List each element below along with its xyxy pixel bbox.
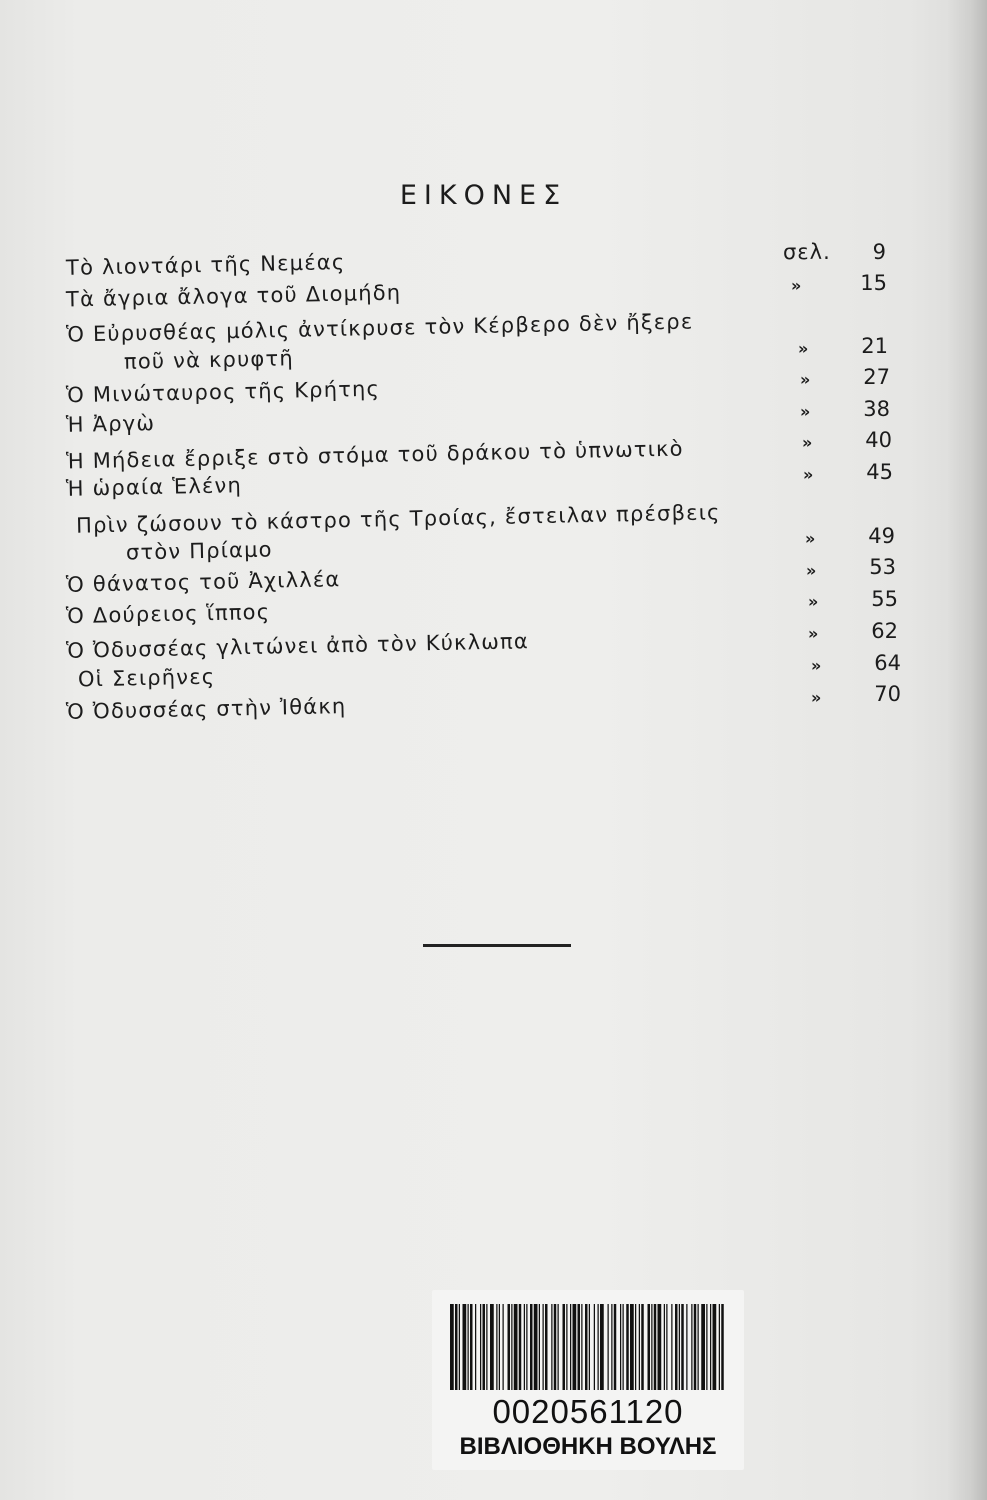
ditto-mark: »: [802, 433, 813, 452]
ditto-mark: »: [805, 529, 816, 548]
barcode-bar: [573, 1304, 577, 1390]
page-number: 62: [871, 619, 898, 643]
list-item-text: Ὁ θάνατος τοῦ Ἀχιλλέα: [65, 567, 341, 597]
barcode-bar: [651, 1304, 652, 1390]
list-item-text-continued: ποῦ νὰ κρυφτῆ: [123, 346, 295, 374]
barcode-bar: [608, 1304, 609, 1390]
list-item-text: Ὁ Εὐρυσθέας μόλις ἀντίκρυσε τὸν Κέρβερο δὲν ἤξερε: [65, 309, 694, 347]
barcode-bar: [526, 1304, 527, 1390]
list-item-text: Ὁ Ὀδυσσέας στὴν Ἰθάκη: [65, 694, 347, 724]
barcode-bar: [698, 1304, 699, 1390]
page-number: 21: [861, 334, 888, 358]
barcode-bar: [519, 1304, 522, 1390]
barcode-bar: [480, 1304, 481, 1390]
barcode-bar: [581, 1304, 582, 1390]
barcode-bar: [635, 1304, 636, 1390]
barcode-bar: [514, 1304, 518, 1390]
list-item-text: Ἡ Μήδεια ἔρριξε στὸ στόμα τοῦ δράκου τὸ ὑπνωτικὸ: [65, 436, 684, 474]
ditto-mark: »: [808, 592, 819, 611]
ditto-mark: »: [811, 688, 822, 707]
barcode-bar: [455, 1304, 458, 1390]
barcode-bar: [463, 1304, 467, 1390]
list-item-text: Τὰ ἄγρια ἄλογα τοῦ Διομήδη: [65, 280, 402, 312]
page-title: ΕΙΚΟΝΕΣ: [399, 180, 568, 211]
ditto-mark: »: [808, 624, 819, 643]
barcode-bar: [694, 1304, 697, 1390]
barcode-bar: [641, 1304, 644, 1390]
barcode-bar: [675, 1304, 678, 1390]
barcode-bar: [483, 1304, 486, 1390]
library-barcode-label: [432, 1290, 744, 1470]
barcode-bar: [713, 1304, 717, 1390]
barcode-bar: [566, 1304, 567, 1390]
barcode-bar: [620, 1304, 621, 1390]
barcode-bar: [598, 1304, 599, 1390]
barcode-bar: [721, 1304, 724, 1390]
page-number: 45: [866, 460, 893, 484]
barcode-bar: [543, 1304, 544, 1390]
page-number: 9: [872, 240, 886, 264]
list-item-text: Πρὶν ζώσουν τὸ κάστρο τῆς Τροίας, ἔστειλαν πρέσβεις: [75, 500, 721, 538]
ditto-mark: »: [800, 402, 811, 421]
barcode-bar: [558, 1304, 559, 1390]
barcode-bar: [578, 1304, 581, 1390]
list-item-text: Οἱ Σειρῆνες: [77, 664, 216, 692]
barcode-bar: [585, 1304, 588, 1390]
barcode-bar: [691, 1304, 692, 1390]
barcode-bar: [664, 1304, 665, 1390]
barcode-bar: [589, 1304, 590, 1390]
barcode-bar: [563, 1304, 566, 1390]
ditto-mark: »: [806, 561, 817, 580]
barcode-bar: [639, 1304, 640, 1390]
list-item-text: Ὁ Δούρειος ἵππος: [65, 599, 271, 629]
list-item-text-continued: στὸν Πρίαμο: [125, 537, 273, 565]
ditto-mark: »: [811, 656, 822, 675]
barcode-bar: [496, 1304, 497, 1390]
barcode-bar: [530, 1304, 533, 1390]
barcode-bar: [623, 1304, 624, 1390]
barcode-bar: [499, 1304, 500, 1390]
ditto-mark: »: [803, 465, 814, 484]
barcode-bar: [666, 1304, 667, 1390]
barcode-bar: [648, 1304, 651, 1390]
barcode-icon: [450, 1304, 726, 1390]
barcode-bar: [486, 1304, 487, 1390]
list-item-text: Ἡ Ἀργὼ: [65, 411, 156, 437]
page-label: σελ.: [783, 240, 831, 264]
barcode-bar: [511, 1304, 512, 1390]
barcode-bar: [594, 1304, 595, 1390]
barcode-bar: [554, 1304, 557, 1390]
barcode-bar: [686, 1304, 687, 1390]
barcode-bar: [570, 1304, 571, 1390]
page-number: 64: [874, 651, 901, 675]
list-item-text: Ἡ ὡραία Ἑλένη: [65, 473, 243, 501]
ditto-mark: »: [800, 370, 811, 389]
page-number: 55: [871, 587, 898, 611]
barcode-number: 0020561120: [492, 1393, 684, 1430]
barcode-bar: [459, 1304, 460, 1390]
barcode-bar: [539, 1304, 540, 1390]
barcode-bar: [710, 1304, 711, 1390]
list-item-text: Ὁ Μινώταυρος τῆς Κρήτης: [65, 376, 381, 408]
barcode-bar: [468, 1304, 469, 1390]
barcode-bar: [534, 1304, 538, 1390]
page-number: 70: [874, 682, 901, 706]
barcode-bar: [681, 1304, 684, 1390]
page-number: 53: [869, 555, 896, 579]
barcode-bar: [654, 1304, 657, 1390]
barcode-bar: [508, 1304, 511, 1390]
page-number: 38: [863, 397, 890, 421]
barcode-bar: [490, 1304, 494, 1390]
barcode-bar: [545, 1304, 548, 1390]
barcode-bar: [470, 1304, 473, 1390]
list-item-text: Ὁ Ὀδυσσέας γλιτώνει ἀπὸ τὸν Κύκλωπα: [65, 629, 530, 663]
library-name: ΒΙΒΛΙΟΘΗΚΗ ΒΟΥΛΗΣ: [459, 1433, 717, 1460]
barcode-bar: [679, 1304, 680, 1390]
ditto-mark: »: [798, 339, 809, 358]
barcode-bar: [611, 1304, 612, 1390]
barcode-bar: [503, 1304, 504, 1390]
barcode-bar: [626, 1304, 629, 1390]
barcode-bar: [719, 1304, 720, 1390]
barcode-bar: [551, 1304, 552, 1390]
page-number: 27: [863, 365, 890, 389]
list-item-text: Τὸ λιοντάρι τῆς Νεμέας: [65, 250, 346, 280]
page-number: 40: [865, 428, 892, 452]
barcode-bar: [475, 1304, 476, 1390]
barcode-bar: [600, 1304, 604, 1390]
barcode-bar: [701, 1304, 705, 1390]
barcode-bar: [706, 1304, 707, 1390]
ditto-mark: »: [791, 276, 802, 295]
barcode-bar: [630, 1304, 634, 1390]
page-number: 15: [860, 271, 887, 295]
barcode-bar: [524, 1304, 525, 1390]
barcode-bar: [658, 1304, 662, 1390]
barcode-bar: [671, 1304, 672, 1390]
page-number: 49: [868, 524, 895, 548]
section-divider: [423, 944, 571, 947]
barcode-bar: [450, 1304, 454, 1390]
barcode-bar: [614, 1304, 617, 1390]
